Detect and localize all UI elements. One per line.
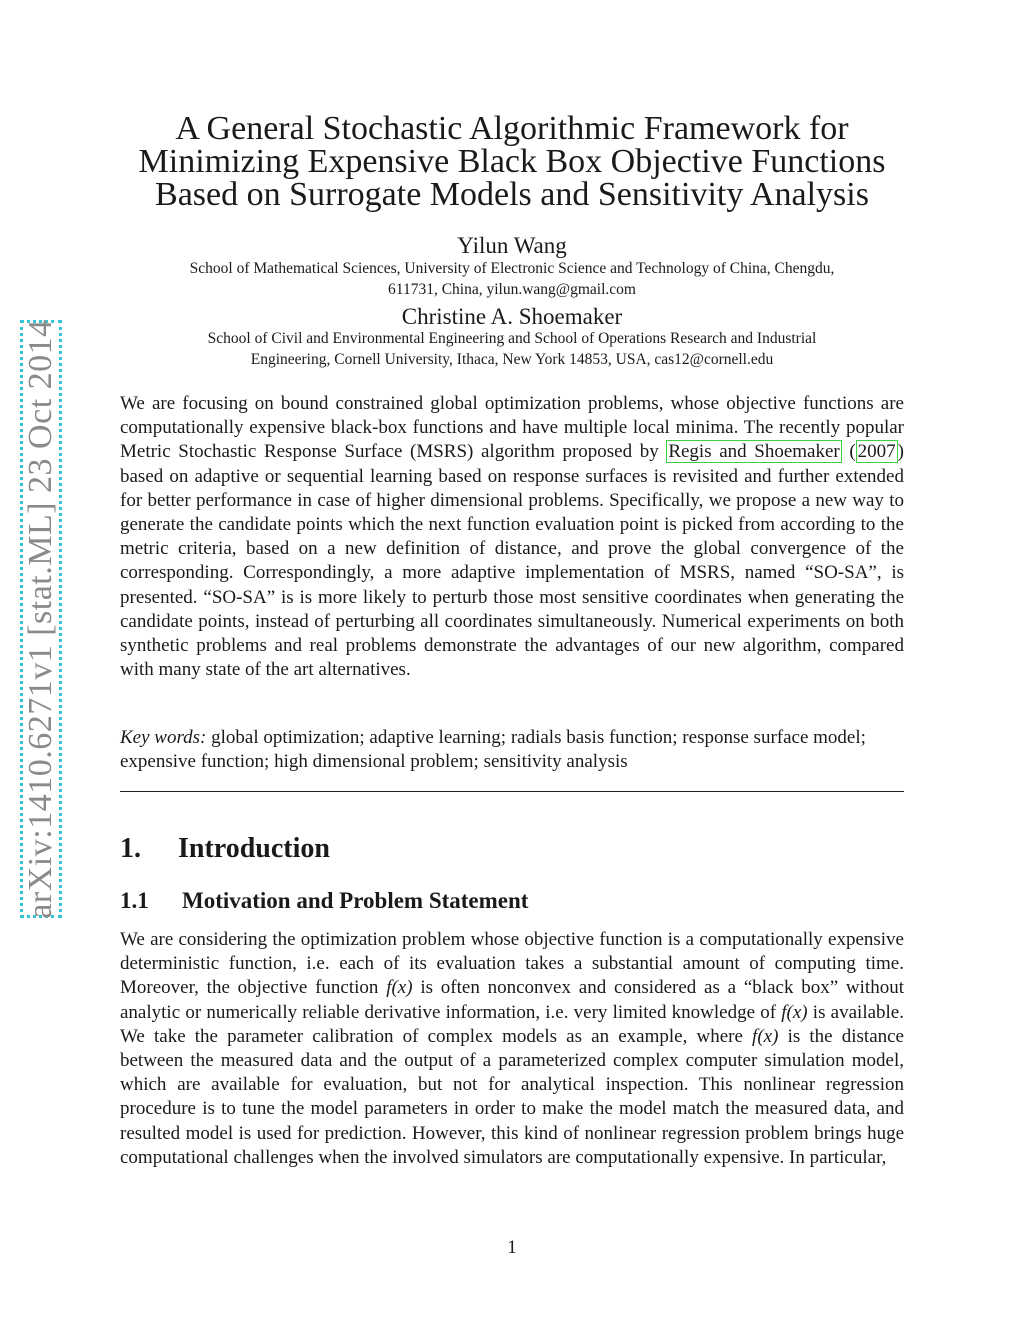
title-line-2: Minimizing Expensive Black Box Objective Functions <box>138 143 886 180</box>
arxiv-id-text: arXiv:1410.6271v1 [stat.ML] 23 Oct 2014 <box>22 319 59 919</box>
intro-paragraph <box>120 928 904 1170</box>
math-f-of-x: f(x) <box>752 1025 779 1047</box>
title-line-1: A General Stochastic Algorithmic Framework for <box>175 110 849 147</box>
keywords-text: global optimization; adaptive learning; radials basis function; response surface model; expensive function; high dimensional problem; sensitivity analysis <box>120 727 866 773</box>
intro-text-3: is available. We take the parameter calibration of complex models as an example, where <box>120 1001 904 1047</box>
abstract-part-1: We are focusing on bound constrained global optimization problems, whose objective functions are computationally expensive black-box functions and have multiple local minima. The recently popular Metric Stochastic Response Surface (MSRS) algorithm proposed by <box>120 393 904 463</box>
citation-open-paren: ( <box>841 441 856 463</box>
subsection-heading <box>120 886 528 916</box>
paper-title <box>120 112 904 211</box>
author-1-affiliation <box>120 259 904 300</box>
title-line-3: Based on Surrogate Models and Sensitivity Analysis <box>155 176 869 213</box>
keywords-label: Key words: <box>120 727 207 748</box>
intro-text-1: We are considering the optimization problem whose objective function is a computationally expensive deterministic function, i.e. each of its evaluation takes a substantial amount of computing time. Moreover, the objective function <box>120 929 904 999</box>
author-1-name: Yilun Wang <box>457 233 567 258</box>
section-number: 1. <box>120 833 141 864</box>
abstract <box>120 392 904 682</box>
author-2-affiliation-line-1: School of Civil and Environmental Engineering and School of Operations Research and Industrial <box>207 330 817 347</box>
arxiv-stamp[interactable] <box>20 320 62 918</box>
subsection-title: Motivation and Problem Statement <box>182 888 529 913</box>
subsection-number: 1.1 <box>120 888 149 913</box>
divider-rule <box>120 791 904 792</box>
citation-link-authors[interactable]: Regis and Shoemaker <box>668 441 840 463</box>
intro-text-2: is often nonconvex and considered as a “black box” without analytic or numerically reliable derivative information, i.e. very limited knowledge of <box>120 977 904 1023</box>
author-1-affiliation-line-1: School of Mathematical Sciences, University of Electronic Science and Technology of China, Chengdu, <box>189 260 835 277</box>
math-f-of-x: f(x) <box>781 1001 808 1023</box>
intro-text-4: is the distance between the measured data and the output of a parameterized complex computer simulation model, which are available for evaluation, but not for analytical inspection. This nonlinear regression procedure is to tune the model parameters in order to make the model match the measured data, and resulted model is used for prediction. However, this kind of nonlinear regression problem brings huge computational challenges when the involved simulators are computationally expensive. In particular, <box>120 1025 904 1168</box>
keywords <box>120 726 904 774</box>
author-2-affiliation <box>120 329 904 370</box>
author-1-affiliation-line-2: 611731, China, yilun.wang@gmail.com <box>388 280 636 298</box>
abstract-part-2: ) based on adaptive or sequential learning based on response surfaces is revisited and further extended for better performance in case of higher dimensional problems. Specifically, we propose a new way to generate the candidate points which the next function evaluation point is picked from according to the metric criteria, based on a new definition of distance, and prove the global convergence of the corresponding. Correspondingly, a more adaptive implementation of MSRS, named “SO-SA”, is presented. “SO-SA” is is more likely to perturb those most sensitive coordinates when generating the candidate points, instead of perturbing all coordinates simultaneously. Numerical experiments on both synthetic problems and real problems demonstrate the advantages of our new algorithm, compared with many state of the art alternatives. <box>120 441 904 681</box>
citation-link-year[interactable]: 2007 <box>857 441 896 463</box>
math-f-of-x: f(x) <box>386 977 413 999</box>
author-2-affiliation-line-2: Engineering, Cornell University, Ithaca, New York 14853, USA, cas12@cornell.edu <box>250 350 774 368</box>
section-heading <box>120 832 330 866</box>
author-2-name: Christine A. Shoemaker <box>401 304 623 329</box>
section-title: Introduction <box>178 833 330 864</box>
page-number: 1 <box>507 1237 517 1258</box>
